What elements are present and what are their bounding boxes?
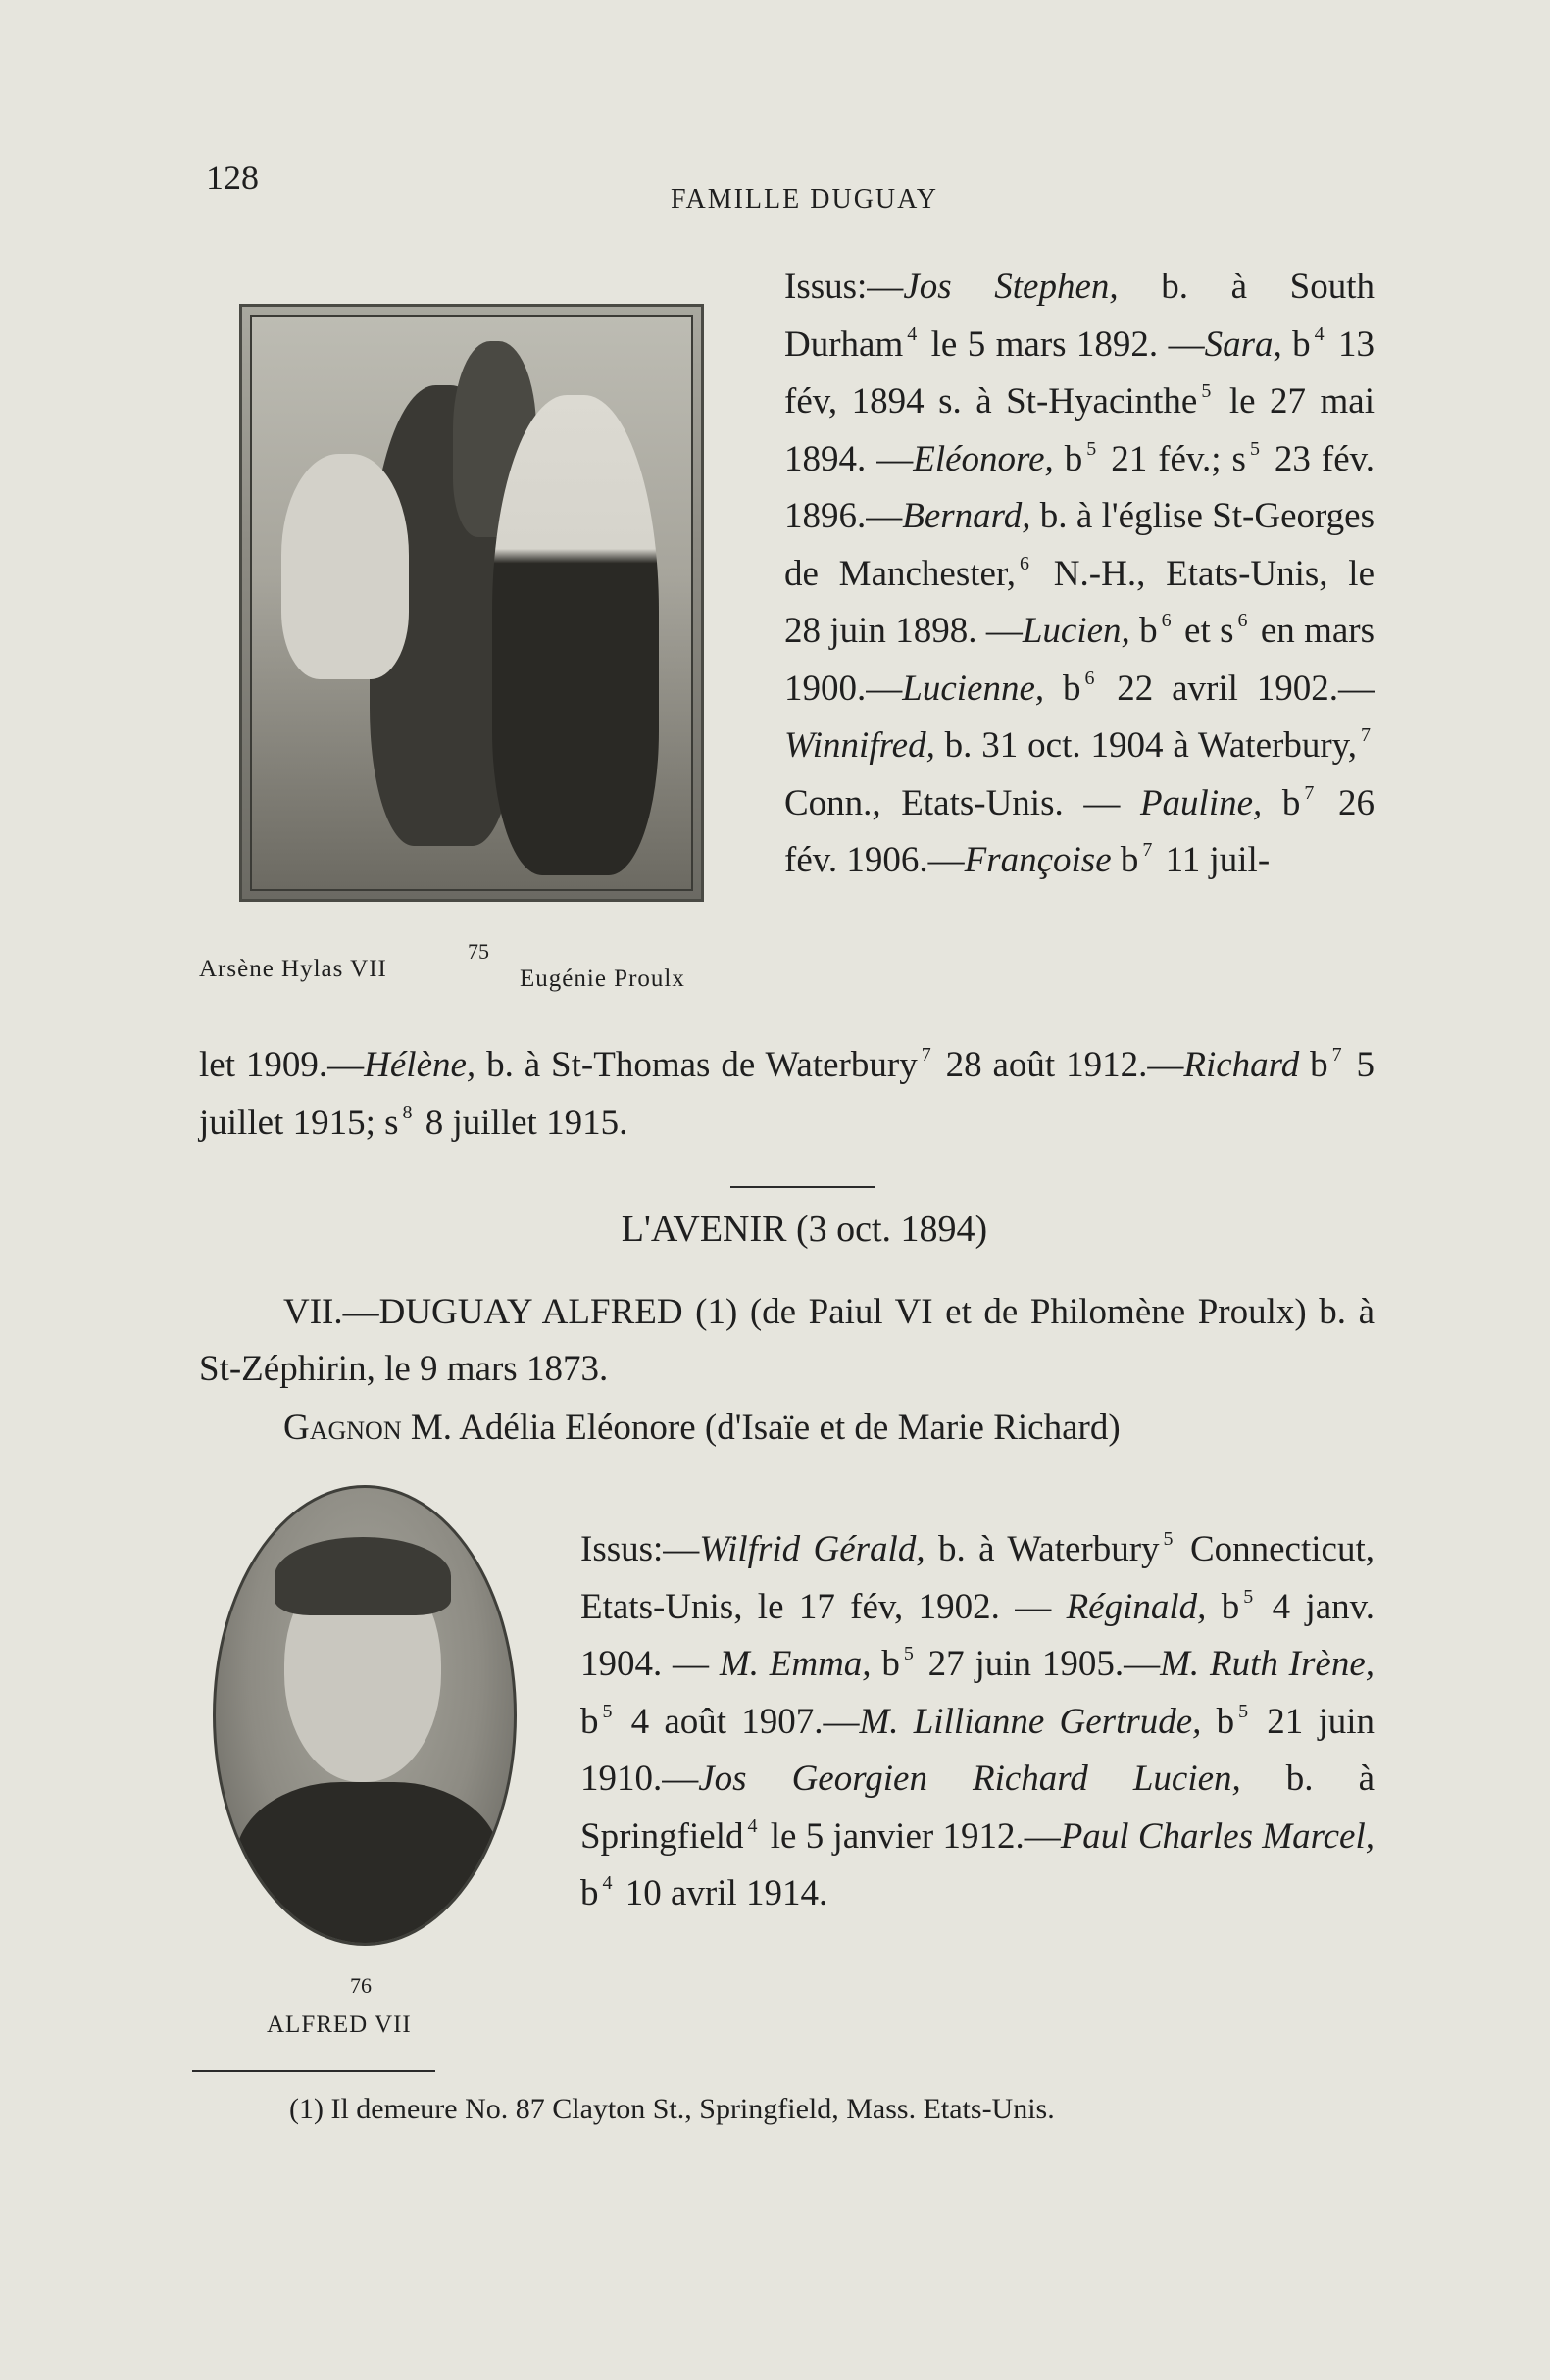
family-photograph — [239, 304, 704, 902]
portrait-photograph — [213, 1485, 517, 1946]
portrait-hair — [275, 1537, 451, 1615]
photo1-caption-left: Arsène Hylas VII — [199, 956, 387, 982]
photo1-number: 75 — [468, 939, 489, 964]
section-title: L'AVENIR (3 oct. 1894) — [621, 1209, 988, 1250]
figure-girl — [281, 454, 409, 679]
portrait-suit — [235, 1782, 500, 1946]
photo2-caption: ALFRED VII — [267, 2011, 412, 2038]
children-paragraph-1-continued: let 1909.—Hélène, b. à St-Thomas de Waterbury $^7$ 28 août 1912.—Richard b $^7$ 5 juillet 1915; s $^8$ 8 juillet 1915. — [199, 1044, 1375, 1143]
page-number: 128 — [206, 158, 259, 197]
spouse-line: Gagnon M. Adélia Eléonore (d'Isaïe et de Marie Richard) — [283, 1408, 1121, 1448]
photo2-number: 76 — [350, 1973, 372, 1998]
footnote-rule — [192, 2070, 435, 2072]
genealogy-entry: VII.—DUGUAY ALFRED (1) (de Paiul VI et de Philomène Proulx) b. à St-Zéphirin, le 9 mars 1873. — [199, 1292, 1375, 1389]
footnote: (1) Il demeure No. 87 Clayton St., Springfield, Mass. Etats-Unis. — [289, 2093, 1055, 2125]
photo-frame — [250, 315, 693, 891]
spouse-surname: Gagnon — [283, 1408, 402, 1448]
children-paragraph-2: Issus:—Wilfrid Gérald, b. à Waterbury $^5$ Connecticut, Etats-Unis, le 17 fév, 1902. — Réginald, b $^5$ 4 janv. 1904. — M. Emma, b $^5$ 27 juin 1905.—M. Ruth Irène, b $^5$ 4 août 1907.—M. Lillianne Gertrude, b $^5$ 21 juin 1910.—Jos Georgien Richard Lucien, b. à Springfield $^4$ le 5 janvier 1912.—Paul Charles Marcel, b $^4$ 10 avril 1914. — [580, 1528, 1375, 1913]
running-title: FAMILLE DUGUAY — [671, 184, 938, 215]
children-paragraph-1: Issus:—Jos Stephen, b. à South Durham $^4$ le 5 mars 1892. —Sara, b $^4$ 13 fév, 1894 s. à St-Hyacinthe $^5$ le 27 mai 1894. —Eléonore, b $^5$ 21 fév.; s $^5$ 23 fév. 1896.—Bernard, b. à l'église St-Georges de Manchester, $^6$ N.-H., Etats-Unis, le 28 juin 1898. —Lucien, b $^6$ et s $^6$ en mars 1900.—Lucienne, b $^6$ 22 avril 1902.—Winnifred, b. 31 oct. 1904 à Waterbury, $^7$ Conn., Etats-Unis. — Pauline, b $^7$ 26 fév. 1906.—Françoise b $^7$ 11 juil- — [784, 267, 1375, 880]
photo1-caption-right: Eugénie Proulx — [520, 966, 685, 992]
figure-woman — [492, 395, 659, 875]
section-divider — [730, 1186, 875, 1188]
